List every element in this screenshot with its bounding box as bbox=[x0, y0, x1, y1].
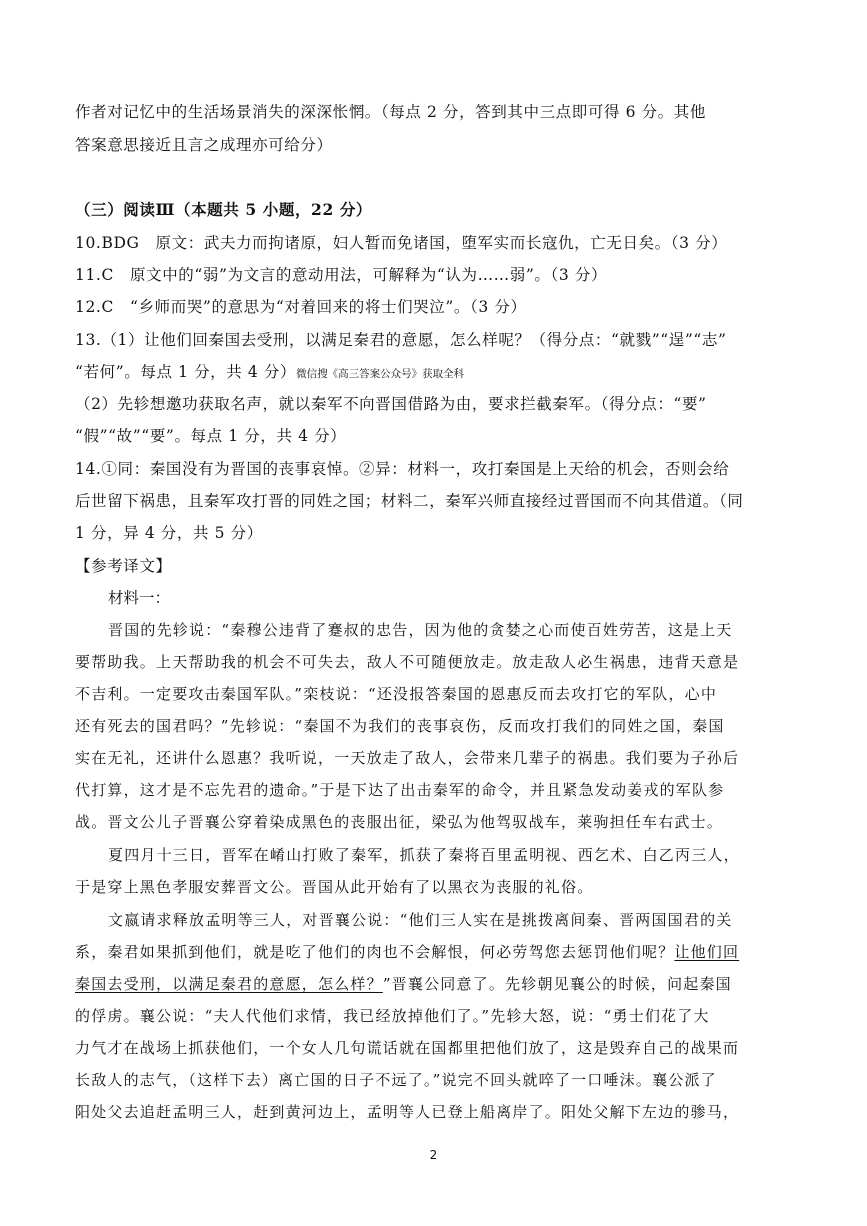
material-label: 材料一： bbox=[108, 589, 171, 607]
answer-q12: 12.C “乡师而哭”的意思为“对着回来的将士们哭泣”。（3 分） bbox=[75, 298, 527, 316]
section-title: （三）阅读Ⅲ（本题共 5 小题，22 分） bbox=[75, 200, 373, 219]
para3-underlined-text: 让他们回 bbox=[674, 943, 740, 961]
para1-line: 代打算，这才是不忘先君的遗命。”于是下达了出击秦军的命令，并且紧急发动姜戎的军队参 bbox=[75, 781, 725, 799]
para1-line: 不吉利。一定要攻击秦国军队。”栾枝说：“还没报答秦国的恩惠反而去攻打它的军队，心中 bbox=[75, 685, 718, 703]
answer-q13-part1-line1: 13.（1）让他们回秦国去受刑，以满足秦君的意愿，怎么样呢？（得分点：“就戮”“逞”“志” bbox=[75, 331, 727, 349]
para1-line: 战。晋文公儿子晋襄公穿着染成黑色的丧服出征，梁弘为他驾驭战车，莱驹担任车右武士。 bbox=[75, 813, 724, 831]
reference-heading: 【参考译文】 bbox=[75, 557, 172, 575]
answer-q11: 11.C 原文中的“弱”为文言的意动用法，可解释为“认为……弱”。（3 分） bbox=[75, 266, 608, 284]
answer-q13-part1-line2 bbox=[75, 362, 464, 384]
para1-line: 晋国的先轸说：“秦穆公违背了蹇叔的忠告，因为他的贪婪之心而使百姓劳苦，这是上天 bbox=[108, 621, 733, 639]
answer-q13-part2-line2: “假”“故”“要”。每点 1 分，共 4 分） bbox=[75, 427, 347, 445]
para1-line: 还有死去的国君吗？”先轸说：“秦国不为我们的丧事哀伤，反而攻打我们的同姓之国，秦国 bbox=[75, 717, 725, 735]
para3-line: 阳处父去追赶孟明三人，赶到黄河边上，孟明等人已登上船离岸了。阳处父解下左边的骖马， bbox=[75, 1103, 740, 1121]
page-number: 2 bbox=[429, 1148, 438, 1162]
answer-q14-line1: 14.①同：秦国没有为晋国的丧事哀悼。②异：材料一，攻打秦国是上天给的机会，否则会给 bbox=[75, 460, 730, 478]
para2-line: 于是穿上黑色孝服安葬晋文公。晋国从此开始有了以黑衣为丧服的礼俗。 bbox=[75, 878, 594, 896]
intro-line-2: 答案意思接近且言之成理亦可给分） bbox=[75, 136, 333, 154]
intro-line-1: 作者对记忆中的生活场景消失的深深怅惘。（每点 2 分，答到其中三点即可得 6 分。其他 bbox=[75, 103, 706, 121]
para1-line: 要帮助我。上天帮助我的机会不可失去，敌人不可随便放走。放走敌人必生祸患，违背天意是 bbox=[75, 653, 740, 671]
para3-line bbox=[75, 942, 739, 962]
answer-q10: 10.BDG 原文：武夫力而拘诸原，妇人暂而免诸国，堕军实而长寇仇，亡无日矣。（3 分） bbox=[75, 234, 728, 252]
para3-text: 系，秦君如果抓到他们，就是吃了他们的肉也不会解恨，何必劳驾您去惩罚他们呢？ bbox=[75, 943, 675, 961]
para3-line: 文嬴请求释放孟明等三人，对晋襄公说：“他们三人实在是挑拨离间秦、晋两国国君的关 bbox=[108, 911, 733, 929]
para1-line: 实在无礼，还讲什么恩惠？我听说，一天放走了敌人，会带来几辈子的祸患。我们要为子孙后 bbox=[75, 749, 740, 767]
para3-underlined-text: 秦国去受刑，以满足秦君的意愿，怎么样？ bbox=[75, 975, 383, 993]
answer-q14-line3: 1 分，异 4 分，共 5 分） bbox=[75, 524, 263, 542]
para3-line: 力气才在战场上抓获他们，一个女人几句谎话就在国都里把他们放了，这是毁弃自己的战果而 bbox=[75, 1039, 740, 1057]
para3-line bbox=[75, 974, 732, 994]
para2-line: 夏四月十三日，晋军在崤山打败了秦军，抓获了秦将百里孟明视、西乞术、白乙丙三人， bbox=[108, 846, 740, 864]
answer-q13-part1-line2-text: “若何”。每点 1 分，共 4 分） bbox=[75, 363, 297, 381]
watermark-note: 微信搜《高三答案公众号》获取全科 bbox=[296, 368, 465, 380]
para3-text: ”晋襄公同意了。先轸朝见襄公的时候，问起秦国 bbox=[382, 975, 732, 993]
answer-q14-line2: 后世留下祸患，且秦军攻打晋的同姓之国；材料二，秦军兴师直接经过晋国而不向其借道。（同 bbox=[75, 492, 744, 510]
answer-q13-part2-line1: （2）先轸想邀功获取名声，就以秦军不向晋国借路为由，要求拦截秦军。（得分点：“要” bbox=[75, 395, 707, 413]
para3-line: 长敌人的志气，（这样下去）离亡国的日子不远了。”说完不回头就啐了一口唾沫。襄公派了 bbox=[75, 1071, 717, 1089]
para3-line: 的俘虏。襄公说：“夫人代他们求情，我已经放掉他们了。”先轸大怒，说：“勇士们花了大 bbox=[75, 1007, 710, 1025]
